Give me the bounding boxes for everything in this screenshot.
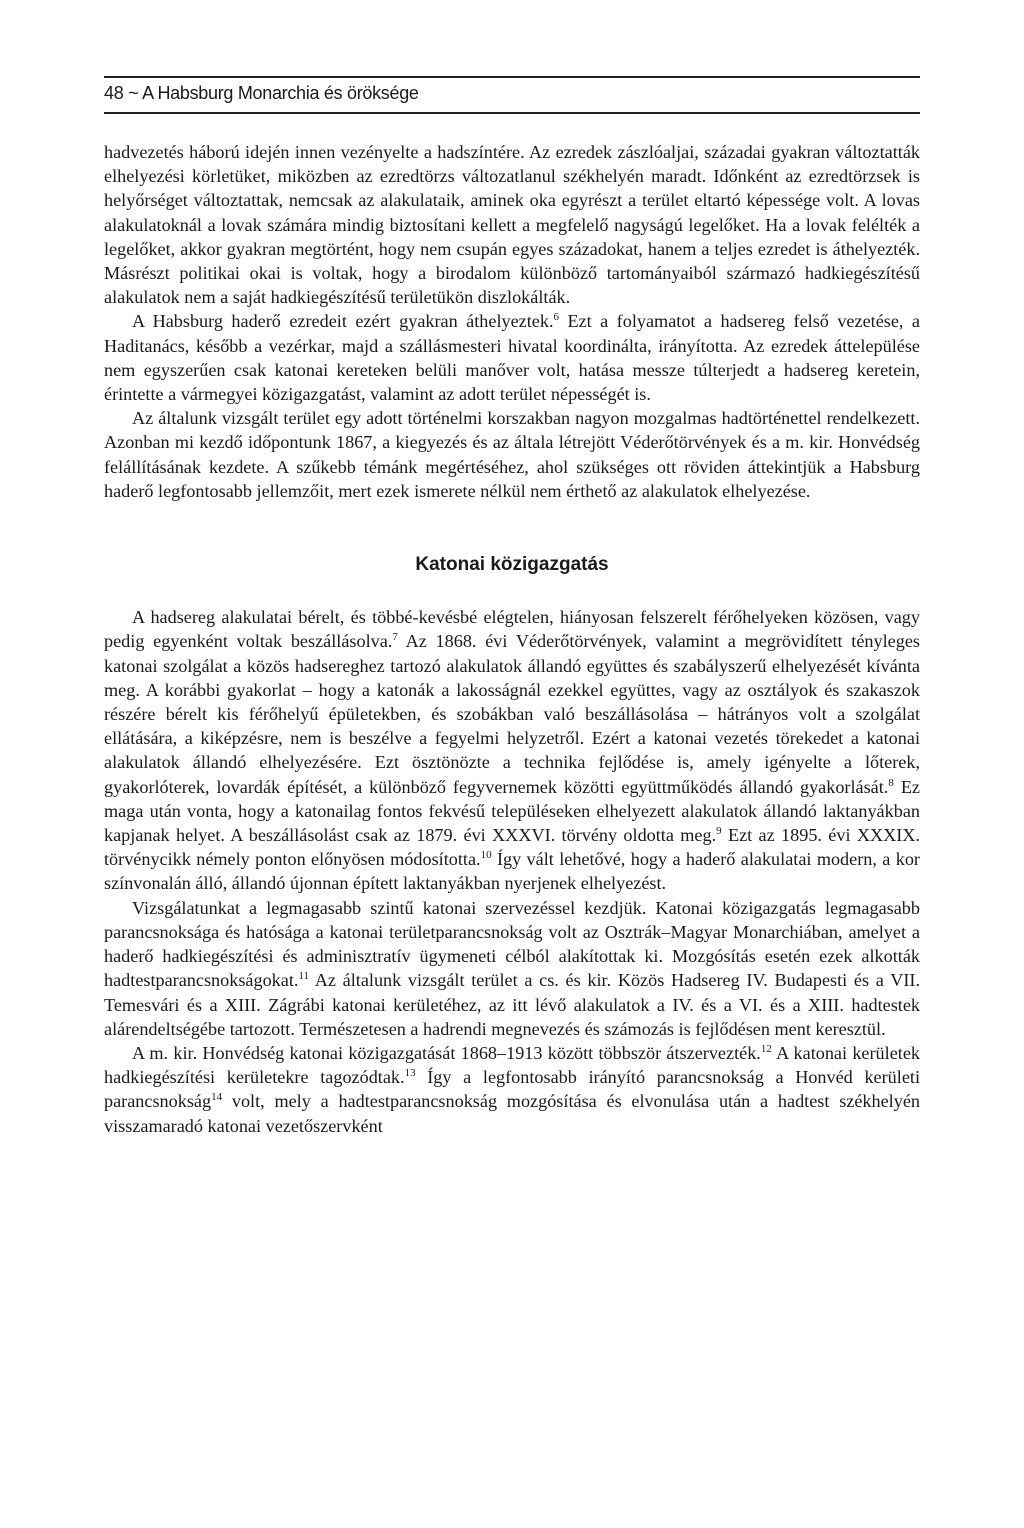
text-run: Az 1868. évi Véderőtörvények, valamint a megrövidített tényleges katonai szolgálat a közös hadsereghez tartozó alakulatok állandó együttes és szabályszerű elhelyezését kívánta meg. A korábbi gyakorlat – hogy a katonák a lakosságnál ezekkel együttes, vagy az osztályok és szakaszok részére bérelt kis férőhelyű épületekben, és szobákban való beszállásolása – hátrányos volt a szolgálat ellátására, a kiképzésre, nem is beszélve a fegyelmi helyzetről. Ezért a katonai vezetés törekedet a katonai alakulatok állandó elhelyezésére. Ezt ösztönözte a technika fejlődése is, amely igényelte a lőterek, gyakorlóterek, lovardák építését, a különböző fegyvernemek közötti együttműködés állandó gyakorlását.: [104, 631, 920, 797]
section-heading: Katonai közigazgatás: [415, 554, 609, 576]
text-run: Így vált lehetővé, hogy a haderő alakulatai modern, a kor színvonalán álló, állandó újonnan épített laktanyákban nyerjenek elhelyezést.: [104, 849, 920, 894]
text-run: Ezt a folyamatot a hadsereg felső vezetése, a Haditanács, később a vezérkar, majd a szállásmesteri hivatal koordinálta, irányította. Az ezredek áttelepülése nem egyszerűen csak katonai kereteken belüli manőver volt, hatása messze túlterjedt a hadsereg keretein, érintette a vármegyei közigazgatást, valamint az adott terület népességét is.: [104, 311, 920, 405]
text-run: Ezt az 1895. évi XXXIX. törvénycikk némely ponton előnyösen módosította.: [104, 825, 920, 870]
text-run: hadvezetés háború idején innen vezényelte a hadszíntére. Az ezredek zászlóaljai, századai gyakran változtatták elhelyezési körletüket, miközben az ezredtörzs változatlanul székhelyén maradt. Időnként az ezredtörzsek is helyőrséget változtattak, nemcsak az alakulataik, aminek oka egyrészt a terület eltartó képessége volt. A lovas alakulatoknál a lovak számára mindig biztosítani kellett a megfelelő nagyságú legelőket. Ha a lovak felélték a legelőket, akkor gyakran megtörtént, hogy nem csupán egyes századokat, hanem a teljes ezredet is áthelyezték. Másrészt politikai okai is voltak, hogy a birodalom különböző tartományaiból származó hadkiegészítésű alakulatok nem a saját hadkiegészítésű területükön diszlokálták.: [104, 142, 920, 308]
body-text: [104, 140, 920, 1138]
header-separator: ~: [128, 83, 139, 103]
paragraph: [104, 1041, 920, 1138]
footnote-reference: 8: [888, 776, 894, 789]
footnote-reference: 9: [716, 825, 722, 838]
text-run: Vizsgálatunkat a legmagasabb szintű katonai szervezéssel kezdjük. Katonai közigazgatás legmagasabb parancsnoksága és hatósága a katonai területparancsnokság volt az Osztrák–Magyar Monarchiában, amelyet a haderő hadkiegészítési és adminisztratív ügymeneti célból alakítottak ki. Mozgósítás esetén ezek alkották hadtestparancsnokságokat.: [104, 897, 920, 991]
paragraph: [104, 605, 920, 895]
text-run: volt, mely a hadtestparancsnokság mozgósítása és elvonulása után a hadtest székhelyén visszamaradó katonai vezetőszervként: [104, 1091, 920, 1136]
text-run: A Habsburg haderő ezredeit ezért gyakran áthelyeztek.: [132, 311, 554, 332]
footnote-reference: 11: [298, 970, 310, 983]
running-head-text: [104, 83, 419, 104]
footnote-reference: 14: [211, 1091, 223, 1104]
text-run: A m. kir. Honvédség katonai közigazgatását 1868–1913 között többször átszervezték.: [132, 1042, 761, 1063]
footnote-reference: 13: [404, 1067, 416, 1080]
text-run: Az általunk vizsgált terület a cs. és kir. Közös Hadsereg IV. Budapesti és a VII. Temesvári és a XIII. Zágrábi katonai kerületéhez, az itt lévő alakulatok a IV. és a VI. és a XIII. hadtestek alárendeltségébe tartozott. Természetesen a hadrendi megnevezés és számozás is fejlődésen ment keresztül.: [104, 970, 920, 1039]
text-run: A hadsereg alakulatai bérelt, és többé-kevésbé elégtelen, hiányosan felszerelt férőhelyeken közösen, vagy pedig egyenként voltak beszállásolva.: [104, 607, 920, 652]
text-run: Ez maga után vonta, hogy a katonailag fontos fekvésű településeken elhelyezett alakulatok állandó laktanyákban kapjanak helyet. A beszállásolást csak az 1879. évi XXXVI. törvény oldotta meg.: [104, 776, 921, 846]
running-head: [104, 76, 920, 114]
footnote-reference: 10: [480, 849, 492, 862]
paragraph: [104, 309, 920, 406]
page-number: 48: [104, 83, 124, 103]
footnote-reference: 12: [760, 1042, 772, 1055]
footnote-reference: 7: [392, 631, 398, 644]
book-title: A Habsburg Monarchia és öröksége: [142, 83, 419, 103]
paragraphs-before: [104, 140, 920, 503]
text-run: A katonai kerületek hadkiegészítési kerületekre tagozódtak.: [104, 1042, 920, 1088]
paragraph: [104, 406, 920, 503]
paragraph: [104, 140, 920, 309]
text-run: Az általunk vizsgált terület egy adott történelmi korszakban nagyon mozgalmas hadtörténettel rendelkezett. Azonban mi kezdő időpontunk 1867, a kiegyezés és az általa létrejött Véderőtörvények és a m. kir. Honvédség felállításának kezdete. A szűkebb témánk megértéséhez, ahol szükséges ott röviden áttekintjük a Habsburg haderő legfontosabb jellemzőit, mert ezek ismerete nélkül nem érthető az alakulatok elhelyezése.: [104, 408, 920, 501]
footnote-reference: 6: [553, 311, 560, 324]
paragraph: [104, 896, 920, 1041]
text-run: Így a legfontosabb irányító parancsnokság a Honvéd kerületi parancsnokság: [104, 1067, 920, 1112]
paragraphs-after: [104, 605, 920, 1137]
